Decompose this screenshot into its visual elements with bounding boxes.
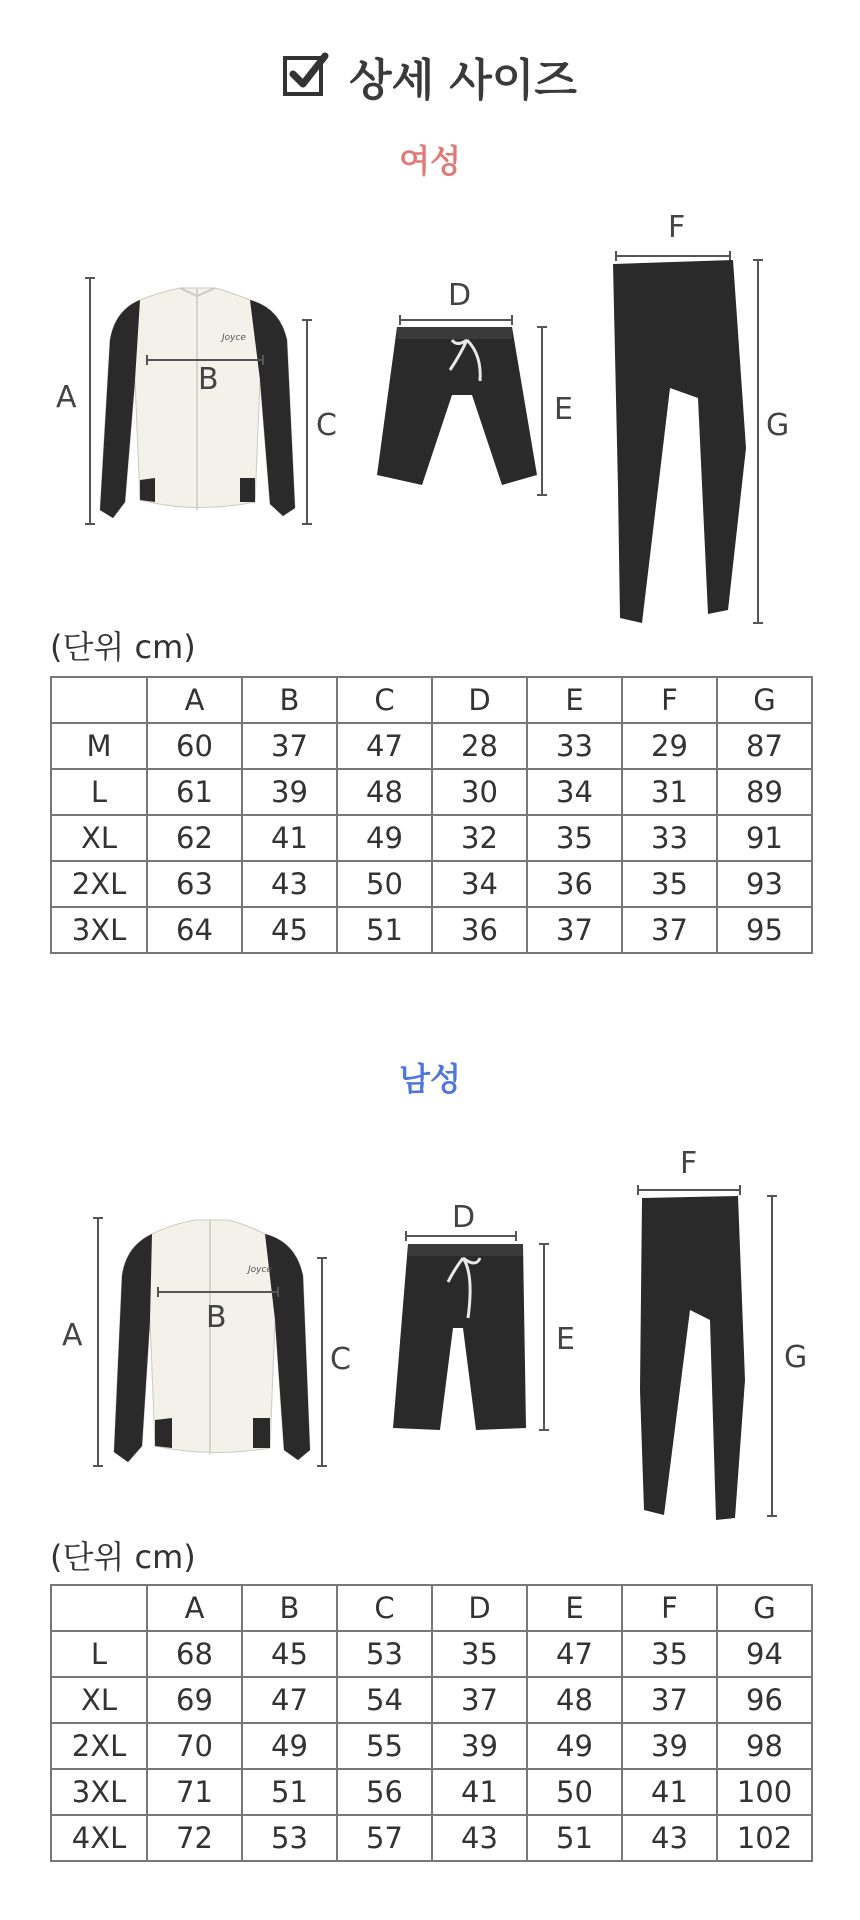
table-cell: 39 [242, 769, 337, 815]
table-header-cell: G [717, 677, 812, 723]
table-cell: 91 [717, 815, 812, 861]
table-header-cell: E [527, 1585, 622, 1631]
table-cell: 87 [717, 723, 812, 769]
men-label-b: B [206, 1300, 227, 1335]
table-cell: 51 [242, 1769, 337, 1815]
size-label-cell: L [51, 769, 147, 815]
table-cell: 50 [337, 861, 432, 907]
women-size-table [50, 676, 813, 954]
table-header-cell: A [147, 1585, 242, 1631]
table-row [51, 769, 812, 815]
table-cell: 37 [622, 907, 717, 953]
table-header-cell: B [242, 1585, 337, 1631]
women-label-f: F [668, 210, 686, 245]
table-cell: 45 [242, 1631, 337, 1677]
table-cell: 48 [527, 1677, 622, 1723]
table-cell: 31 [622, 769, 717, 815]
table-cell: 37 [622, 1677, 717, 1723]
table-header-cell [51, 1585, 147, 1631]
table-cell: 94 [717, 1631, 812, 1677]
table-cell: 53 [242, 1815, 337, 1861]
table-header-cell: D [432, 677, 527, 723]
table-cell: 34 [527, 769, 622, 815]
table-cell: 55 [337, 1723, 432, 1769]
table-cell: 102 [717, 1815, 812, 1861]
table-cell: 28 [432, 723, 527, 769]
table-row [51, 1677, 812, 1723]
table-cell: 43 [432, 1815, 527, 1861]
table-header-row [51, 677, 812, 723]
table-cell: 33 [527, 723, 622, 769]
table-cell: 35 [622, 861, 717, 907]
size-label-cell: 2XL [51, 1723, 147, 1769]
women-label-a: A [56, 380, 77, 415]
table-cell: 49 [337, 815, 432, 861]
women-label-g: G [766, 408, 790, 443]
table-cell: 64 [147, 907, 242, 953]
size-label-cell: 4XL [51, 1815, 147, 1861]
table-cell: 51 [527, 1815, 622, 1861]
table-row [51, 861, 812, 907]
women-label-c: C [316, 408, 337, 443]
table-cell: 49 [527, 1723, 622, 1769]
table-cell: 37 [432, 1677, 527, 1723]
men-shirt-diagram [60, 1210, 340, 1480]
table-cell: 57 [337, 1815, 432, 1861]
men-label-g: G [784, 1340, 808, 1375]
table-cell: 72 [147, 1815, 242, 1861]
men-label-a: A [62, 1318, 83, 1353]
men-label-d: D [452, 1200, 476, 1235]
men-label-e: E [556, 1322, 575, 1357]
table-header-row [51, 1585, 812, 1631]
men-shirt-logo: Joyce [248, 1265, 272, 1275]
table-cell: 36 [432, 907, 527, 953]
table-cell: 54 [337, 1677, 432, 1723]
table-cell: 37 [527, 907, 622, 953]
table-cell: 35 [432, 1631, 527, 1677]
table-cell: 69 [147, 1677, 242, 1723]
table-row [51, 1769, 812, 1815]
women-shorts-diagram [372, 285, 552, 505]
table-cell: 43 [242, 861, 337, 907]
women-section-title: 여성 [399, 142, 461, 180]
table-cell: 41 [432, 1769, 527, 1815]
table-cell: 62 [147, 815, 242, 861]
table-cell: 47 [242, 1677, 337, 1723]
table-cell: 98 [717, 1723, 812, 1769]
table-cell: 35 [622, 1631, 717, 1677]
table-header-cell: D [432, 1585, 527, 1631]
page-title: 상세 사이즈 [349, 55, 577, 106]
table-cell: 45 [242, 907, 337, 953]
table-header-cell: G [717, 1585, 812, 1631]
men-section-title: 남성 [399, 1060, 461, 1098]
table-header-cell: F [622, 1585, 717, 1631]
table-row [51, 723, 812, 769]
table-cell: 37 [242, 723, 337, 769]
table-cell: 96 [717, 1677, 812, 1723]
table-cell: 47 [337, 723, 432, 769]
men-label-f: F [680, 1146, 698, 1181]
table-cell: 39 [432, 1723, 527, 1769]
table-cell: 39 [622, 1723, 717, 1769]
table-cell: 41 [622, 1769, 717, 1815]
page-header [0, 44, 860, 108]
size-label-cell: 3XL [51, 1769, 147, 1815]
table-cell: 63 [147, 861, 242, 907]
men-unit-label: (단위 cm) [50, 1538, 196, 1576]
table-cell: 36 [527, 861, 622, 907]
table-cell: 34 [432, 861, 527, 907]
women-unit-label: (단위 cm) [50, 628, 196, 666]
table-cell: 61 [147, 769, 242, 815]
table-cell: 29 [622, 723, 717, 769]
table-cell: 93 [717, 861, 812, 907]
table-cell: 89 [717, 769, 812, 815]
table-row [51, 1631, 812, 1677]
table-row [51, 907, 812, 953]
table-cell: 95 [717, 907, 812, 953]
table-cell: 30 [432, 769, 527, 815]
table-cell: 56 [337, 1769, 432, 1815]
table-cell: 35 [527, 815, 622, 861]
table-cell: 100 [717, 1769, 812, 1815]
women-label-b: B [198, 362, 219, 397]
table-cell: 50 [527, 1769, 622, 1815]
table-cell: 53 [337, 1631, 432, 1677]
size-label-cell: 3XL [51, 907, 147, 953]
women-shirt-diagram [55, 270, 325, 530]
women-leggings-diagram [598, 238, 778, 628]
table-header-cell: C [337, 677, 432, 723]
table-cell: 43 [622, 1815, 717, 1861]
table-cell: 47 [527, 1631, 622, 1677]
table-row [51, 815, 812, 861]
size-label-cell: XL [51, 1677, 147, 1723]
women-shirt-logo: Joyce [222, 333, 246, 343]
size-label-cell: 2XL [51, 861, 147, 907]
size-label-cell: M [51, 723, 147, 769]
table-header-cell [51, 677, 147, 723]
table-cell: 33 [622, 815, 717, 861]
check-box-icon [283, 56, 323, 96]
table-header-cell: C [337, 1585, 432, 1631]
men-leggings-diagram [620, 1170, 790, 1530]
table-cell: 60 [147, 723, 242, 769]
size-label-cell: L [51, 1631, 147, 1677]
table-cell: 70 [147, 1723, 242, 1769]
table-cell: 48 [337, 769, 432, 815]
table-header-cell: F [622, 677, 717, 723]
table-cell: 41 [242, 815, 337, 861]
table-cell: 51 [337, 907, 432, 953]
women-label-d: D [448, 278, 472, 313]
women-label-e: E [554, 392, 573, 427]
table-row [51, 1815, 812, 1861]
men-size-table [50, 1584, 813, 1862]
men-shorts-diagram [388, 1218, 568, 1448]
table-row [51, 1723, 812, 1769]
table-header-cell: E [527, 677, 622, 723]
table-cell: 32 [432, 815, 527, 861]
men-label-c: C [330, 1342, 351, 1377]
table-cell: 68 [147, 1631, 242, 1677]
page-title-wrap [283, 44, 577, 108]
size-label-cell: XL [51, 815, 147, 861]
table-cell: 71 [147, 1769, 242, 1815]
table-cell: 49 [242, 1723, 337, 1769]
table-header-cell: A [147, 677, 242, 723]
table-header-cell: B [242, 677, 337, 723]
